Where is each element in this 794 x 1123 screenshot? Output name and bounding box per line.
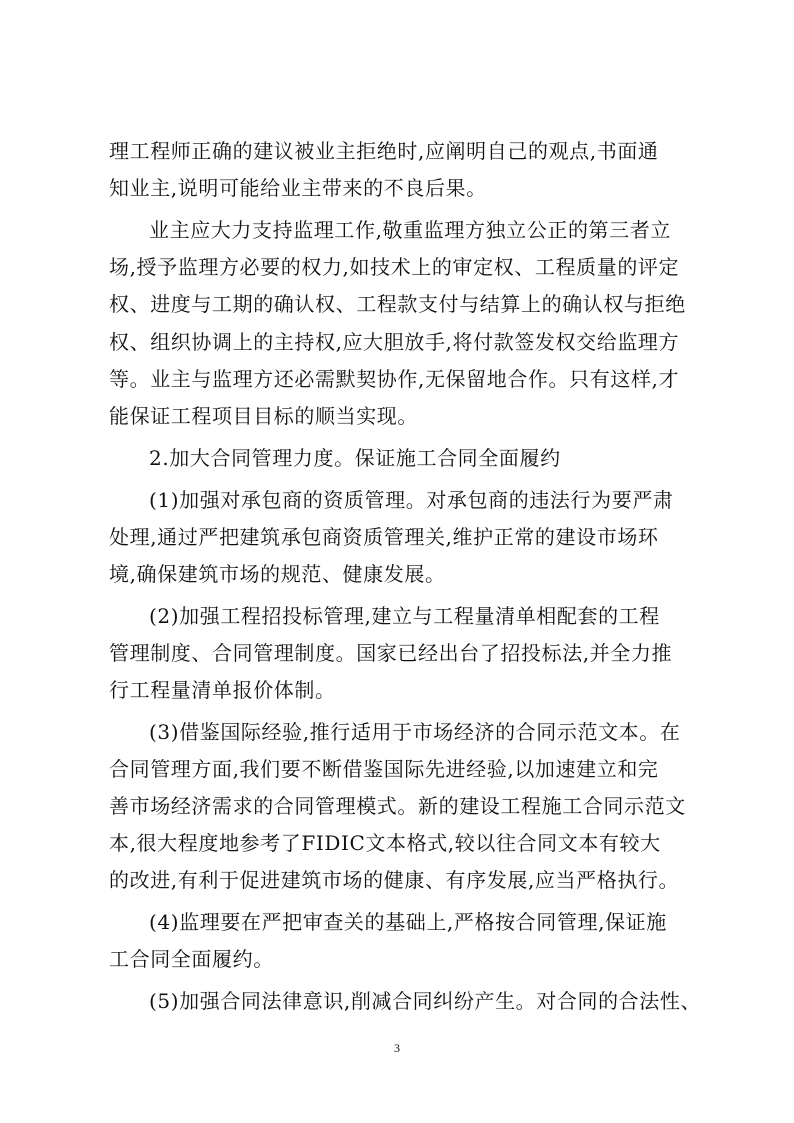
section-heading: 2.加大合同管理力度。保证施工合同全面履约	[149, 446, 561, 470]
body-text-line: 场,授予监理方必要的权力,如技术上的审定权、工程质量的评定	[109, 255, 680, 279]
body-text-line: 善市场经济需求的合同管理模式。新的建设工程施工合同示范文	[109, 794, 686, 818]
body-text-line: 管理制度、合同管理制度。国家已经出台了招投标法,并全力推	[109, 641, 673, 665]
paragraph-start-line: 业主应大力支持监理工作,敬重监理方独立公正的第三者立	[149, 218, 671, 242]
body-text-line: 能保证工程项目目标的顺当实现。	[109, 404, 418, 428]
body-text-line: 工合同全面履约。	[109, 947, 274, 971]
body-text-line: 权、组织协调上的主持权,应大胆放手,将付款签发权交给监理方	[109, 330, 680, 354]
body-text-line: 的改进,有利于促进建筑市场的健康、有序发展,应当严格执行。	[109, 868, 680, 892]
body-text-line: 知业主,说明可能给业主带来的不良后果。	[109, 176, 487, 200]
body-text-line: 理工程师正确的建议被业主拒绝时,应阐明自己的观点,书面通	[109, 139, 659, 163]
page-number: 3	[394, 1041, 400, 1055]
body-text-line: 权、进度与工期的确认权、工程款支付与结算上的确认权与拒绝	[109, 292, 686, 316]
body-text-line: 处理,通过严把建筑承包商资质管理关,维护正常的建设市场环	[109, 525, 659, 549]
body-text-line: 境,确保建筑市场的规范、健康发展。	[109, 562, 446, 586]
paragraph-start-line: (2)加强工程招投标管理,建立与工程量清单相配套的工程	[149, 604, 660, 628]
body-text-line: 行工程量清单报价体制。	[109, 678, 336, 702]
paragraph-start-line: (4)监理要在严把审查关的基础上,严格按合同管理,保证施	[149, 910, 667, 934]
paragraph-start-line: (5)加强合同法律意识,削减合同纠纷产生。对合同的合法性、	[149, 989, 702, 1013]
paragraph-start-line: (1)加强对承包商的资质管理。对承包商的违法行为要严肃	[149, 488, 674, 512]
body-text-line: 本,很大程度地参考了FIDIC文本格式,较以往合同文本有较大	[109, 831, 661, 855]
body-text-line: 等。业主与监理方还必需默契协作,无保留地合作。只有这样,才	[109, 367, 680, 391]
paragraph-start-line: (3)借鉴国际经验,推行适用于市场经济的合同示范文本。在	[149, 720, 681, 744]
body-text-line: 合同管理方面,我们要不断借鉴国际先进经验,以加速建立和完	[109, 757, 659, 781]
